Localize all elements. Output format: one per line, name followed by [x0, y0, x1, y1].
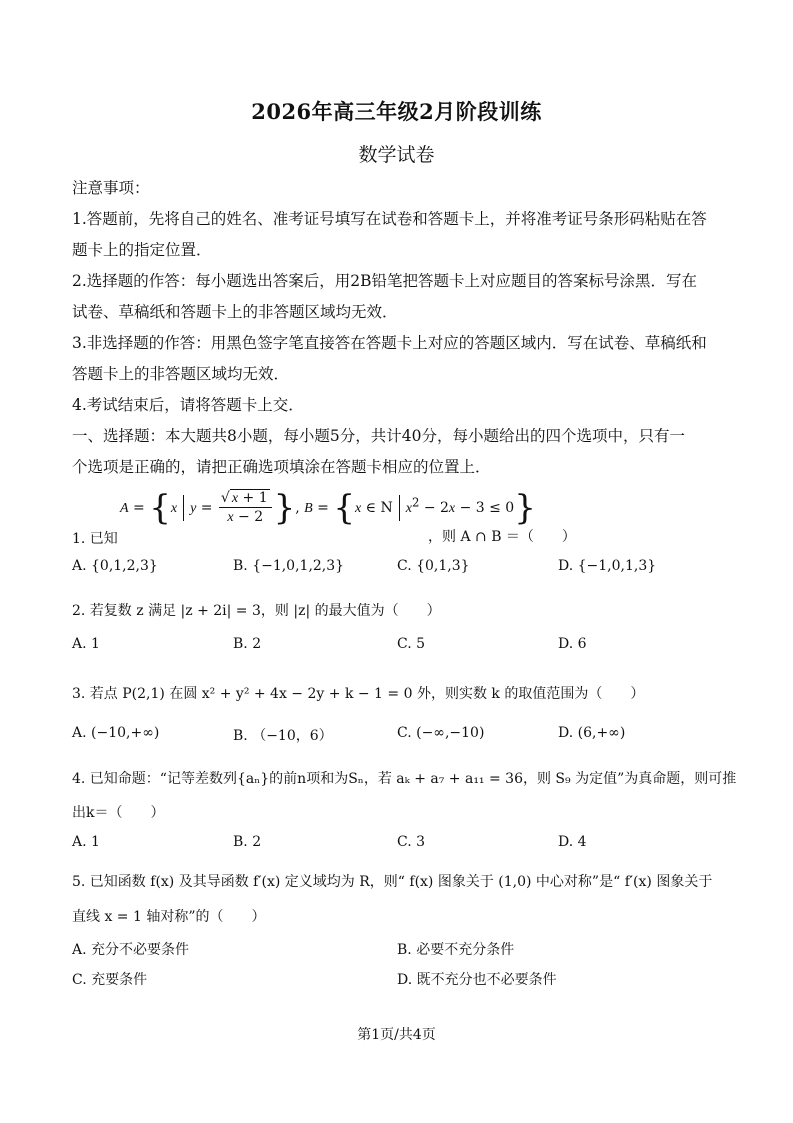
- page-subtitle: 数学试卷: [358, 144, 435, 166]
- q4-option-c: C. 3: [397, 834, 426, 850]
- section-1-line-1: 一、选择题：本大题共8小题，每小题5分，共计40分，每小题给出的四个选项中，只有一: [72, 427, 685, 445]
- q5-option-d: D. 既不充分也不必要条件: [397, 972, 557, 988]
- page-number: 第1页/共4页: [357, 1027, 436, 1043]
- q4-stem-line-1: 4. 已知命题：“记等差数列{aₙ}的前n项和为Sₙ，若 aₖ + a₇ + a₁₁ = 36，则 S₉ 为定值”为真命题，则可推: [72, 771, 737, 787]
- note-3-line-1: 3.非选择题的作答：用黑色签字笔直接答在答题卡上对应的答题区域内．写在试卷、草稿纸和: [72, 334, 707, 352]
- q3-stem: 3. 若点 P(2,1) 在圆 x² + y² + 4x − 2y + k − 1 = 0 外，则实数 k 的取值范围为（ ）: [72, 686, 645, 702]
- q2-stem: 2. 若复数 z 满足 |z + 2i| = 3，则 |z| 的最大值为（ ）: [72, 603, 441, 619]
- q1-option-b: B. {−1,0,1,2,3}: [233, 558, 345, 574]
- note-1-line-2: 题卡上的指定位置．: [72, 241, 212, 259]
- q4-option-d: D. 4: [558, 834, 587, 850]
- section-1-line-2: 个选项是正确的，请把正确选项填涂在答题卡相应的位置上．: [72, 458, 491, 476]
- q5-stem-line-2: 直线 x = 1 轴对称”的（ ）: [72, 909, 266, 925]
- q1-prefix: 1. 已知: [72, 531, 118, 547]
- q2-option-c: C. 5: [397, 636, 426, 652]
- page-title: 2026年高三年级2月阶段训练: [251, 99, 542, 124]
- q2-option-a: A. 1: [72, 636, 100, 652]
- q1-option-d: D. {−1,0,1,3}: [558, 558, 657, 574]
- q4-option-a: A. 1: [72, 834, 100, 850]
- note-2-line-1: 2.选择题的作答：每小题选出答案后，用2B铅笔把答题卡上对应题目的答案标号涂黑．写在: [72, 272, 698, 290]
- q3-option-d: D. (6,+∞): [558, 725, 626, 741]
- q1-option-c: C. {0,1,3}: [397, 558, 470, 574]
- q5-stem-line-1: 5. 已知函数 f(x) 及其导函数 f′(x) 定义域均为 R，则“ f(x) 图象关于 (1,0) 中心对称”是“ f′(x) 图象关于: [72, 874, 713, 890]
- q1-suffix: ，则 A ∩ B ＝（ ）: [428, 529, 576, 545]
- q2-option-d: D. 6: [558, 636, 587, 652]
- notes-heading: 注意事项：: [72, 179, 150, 197]
- q4-option-b: B. 2: [233, 834, 262, 850]
- note-2-line-2: 试卷、草稿纸和答题卡上的非答题区域均无效．: [72, 303, 398, 321]
- q2-option-b: B. 2: [233, 636, 262, 652]
- q3-option-b: B. （−10，6）: [233, 728, 333, 744]
- note-4: 4.考试结束后，请将答题卡上交．: [72, 396, 304, 414]
- q4-stem-line-2: 出k＝（ ）: [72, 805, 165, 821]
- q5-option-a: A. 充分不必要条件: [72, 942, 190, 958]
- q3-option-c: C. (−∞,−10): [397, 725, 485, 741]
- q3-option-a: A. (−10,+∞): [72, 725, 160, 741]
- q1-set-formula: A = {x y = $\frac{√ x + 1}{x - 2}$ }, B = {x ∈ N $x^2 - 2x - 3 \le 0$}: [120, 488, 536, 528]
- q5-option-c: C. 充要条件: [72, 972, 148, 988]
- q1-option-a: A. {0,1,2,3}: [72, 558, 158, 574]
- note-1-line-1: 1.答题前，先将自己的姓名、准考证号填写在试卷和答题卡上，并将准考证号条形码粘贴在答: [72, 210, 707, 228]
- q5-option-b: B. 必要不充分条件: [397, 942, 515, 958]
- note-3-line-2: 答题卡上的非答题区域均无效．: [72, 365, 290, 383]
